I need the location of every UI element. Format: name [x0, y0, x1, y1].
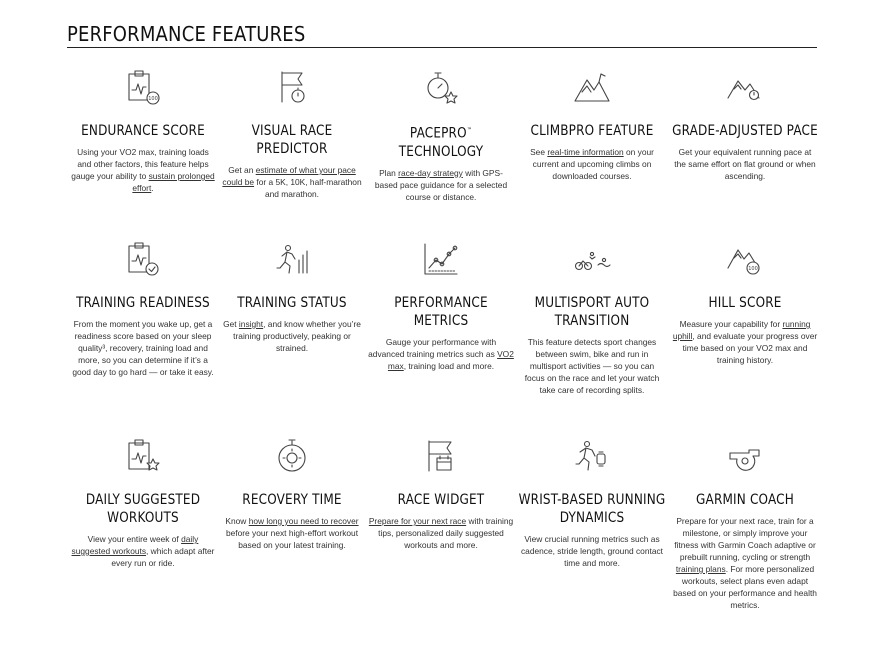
- feature-description: [217, 318, 367, 354]
- feature-card: [517, 68, 667, 182]
- feature-link[interactable]: Prepare for your next race: [368, 516, 467, 526]
- feature-title: ENDURANCE SCORE: [81, 123, 205, 139]
- feature-text: Measure your capability for: [679, 319, 783, 329]
- feature-title-text: PACEPRO: [409, 125, 467, 142]
- feature-title: DAILY SUGGESTED WORKOUTS: [85, 492, 201, 526]
- feature-text: Prepare for your next race, train for a milestone, or simply improve your fitness with Garmin Coach adaptive or prebuilt running, cycling or strength: [674, 516, 816, 562]
- feature-card: [670, 240, 820, 366]
- feature-description: [670, 146, 820, 182]
- line-chart-icon: [421, 240, 461, 280]
- feature-card: [68, 68, 218, 194]
- clipboard-100-icon: [123, 68, 163, 108]
- feature-description: [366, 167, 516, 203]
- stopwatch-star-icon: [421, 68, 461, 108]
- feature-text: Using your VO2 max, training loads and other factors, this feature helps gauge your ability to: [71, 147, 209, 181]
- feature-text: From the moment you wake up, get a readiness score based on your sleep quality³, recovery, training load and more, so you can determine if it’s a good day to go hard — or take it easy.: [72, 319, 214, 377]
- feature-text: , and evaluate your progress over time based on your VO2 max and training history.: [682, 331, 818, 365]
- feature-card: [217, 437, 367, 551]
- feature-text: . For more personalized workouts, select plans even adapt based on your performance and health metrics.: [673, 564, 817, 610]
- feature-text: Get your equivalent running pace at the same effort on flat ground or when ascending.: [674, 147, 816, 181]
- feature-description: [68, 318, 218, 378]
- feature-description: [68, 533, 218, 569]
- svg-text:100: 100: [748, 266, 758, 272]
- feature-link[interactable]: VO2 max: [387, 349, 514, 371]
- feature-text: Know: [225, 516, 249, 526]
- feature-card: [68, 240, 218, 378]
- feature-card: [217, 68, 367, 200]
- feature-title: MULTISPORT AUTO TRANSITION: [534, 295, 650, 329]
- feature-text: View crucial running metrics such as cadence, stride length, ground contact time and more.: [520, 534, 663, 568]
- feature-card: [670, 437, 820, 611]
- mountain-badge-icon: [725, 240, 765, 280]
- feature-description: [517, 533, 667, 569]
- feature-description: [68, 146, 218, 194]
- feature-card: [68, 437, 218, 569]
- feature-description: [517, 336, 667, 396]
- feature-card: [517, 437, 667, 569]
- feature-description: [517, 146, 667, 182]
- trademark-mark: ™: [466, 127, 473, 134]
- svg-text:100: 100: [148, 96, 158, 102]
- flag-stopwatch-icon: [272, 68, 312, 108]
- feature-text: View your entire week of: [87, 534, 182, 544]
- page-title: PERFORMANCE FEATURES: [67, 22, 306, 46]
- mountain-icon: [572, 68, 612, 108]
- flag-calendar-icon: [421, 437, 461, 477]
- feature-title: VISUAL RACE PREDICTOR: [251, 123, 333, 157]
- feature-text: , training load and more.: [403, 361, 495, 371]
- feature-link[interactable]: how long you need to recover: [248, 516, 359, 526]
- feature-description: [670, 318, 820, 366]
- feature-description: [217, 164, 367, 200]
- feature-text: See: [530, 147, 548, 157]
- mountain-timer-icon: [725, 68, 765, 108]
- runner-watch-icon: [572, 437, 612, 477]
- feature-text: This feature detects sport changes between swim, bike and run in multisport activities — so you can focus on the race and let your watch take care of recording splits.: [524, 337, 660, 395]
- feature-text: with training tips, personalized daily suggested workouts and more.: [378, 516, 514, 550]
- feature-description: [217, 515, 367, 551]
- feature-description: [366, 515, 516, 551]
- feature-text: for a 5K, 10K, half-marathon and marathon.: [254, 177, 362, 199]
- feature-link[interactable]: race-day strategy: [398, 167, 463, 178]
- clipboard-check-icon: [123, 240, 163, 280]
- feature-text: Gauge your performance with advanced training metrics such as: [368, 337, 498, 359]
- feature-link[interactable]: running uphill: [672, 319, 811, 341]
- feature-text: Get: [223, 319, 239, 329]
- feature-text: , and know whether you’re training productively, peaking or strained.: [233, 319, 361, 353]
- feature-text: before your next high-effort workout based on your latest training.: [225, 528, 359, 550]
- feature-card: [366, 240, 516, 372]
- feature-link[interactable]: real-time information: [547, 147, 624, 157]
- feature-link[interactable]: daily suggested workouts: [71, 534, 199, 556]
- feature-link[interactable]: estimate of what your pace could be: [222, 165, 356, 187]
- feature-title: TRAINING STATUS: [237, 295, 347, 311]
- feature-title: HILL SCORE: [708, 295, 782, 311]
- feature-card: [217, 240, 367, 354]
- feature-title: CLIMBPRO FEATURE: [530, 123, 654, 139]
- feature-card: [366, 437, 516, 551]
- feature-title: RECOVERY TIME: [242, 492, 342, 508]
- clipboard-star-icon: [123, 437, 163, 477]
- feature-text: .: [151, 183, 154, 193]
- feature-title: [367, 122, 515, 161]
- feature-text: on your current and upcoming climbs on downloaded courses.: [532, 147, 654, 181]
- feature-title: RACE WIDGET: [397, 492, 485, 508]
- feature-description: [670, 515, 820, 611]
- recovery-timer-icon: [272, 437, 312, 477]
- feature-text: , which adapt after every run or ride.: [111, 546, 215, 568]
- feature-link[interactable]: insight: [238, 319, 264, 329]
- feature-card: [517, 240, 667, 396]
- whistle-icon: [725, 437, 765, 477]
- feature-title: GARMIN COACH: [696, 492, 794, 508]
- feature-title-line2: TECHNOLOGY: [398, 143, 484, 160]
- feature-card: [366, 68, 516, 203]
- runner-bars-icon: [272, 240, 312, 280]
- feature-title: GRADE-ADJUSTED PACE: [672, 123, 818, 139]
- feature-link[interactable]: training plans: [675, 564, 726, 574]
- feature-text: Plan: [379, 167, 399, 178]
- feature-title: WRIST-BASED RUNNING DYNAMICS: [518, 492, 666, 526]
- feature-title: TRAINING READINESS: [76, 295, 210, 311]
- feature-title: PERFORMANCE METRICS: [394, 295, 488, 329]
- feature-card: [670, 68, 820, 182]
- multisport-icon: [572, 240, 612, 280]
- feature-link[interactable]: sustain prolonged effort: [132, 171, 215, 193]
- feature-text: with GPS-based pace guidance for a selected course or distance.: [374, 167, 508, 202]
- feature-text: Get an: [228, 165, 256, 175]
- feature-description: [366, 336, 516, 372]
